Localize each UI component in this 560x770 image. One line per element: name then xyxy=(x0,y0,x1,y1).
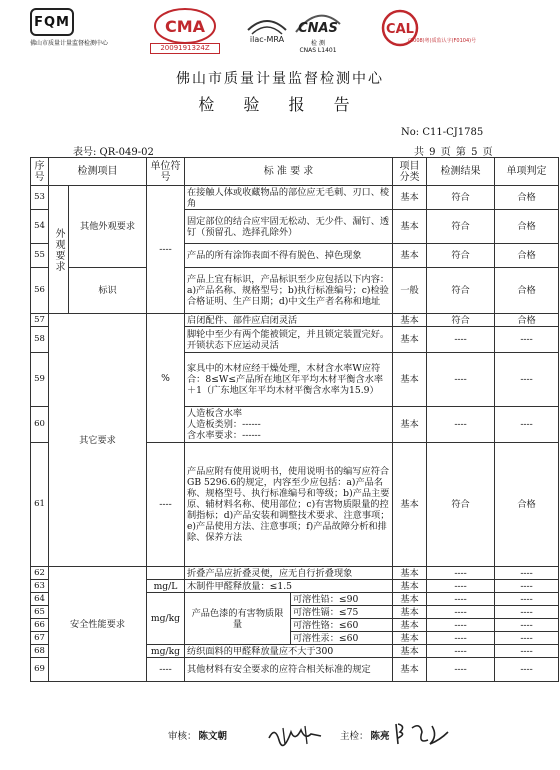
row-category: 基本 xyxy=(393,327,427,353)
row-category: 基本 xyxy=(393,186,427,210)
table-row xyxy=(31,567,559,580)
row-requirement: 产品应附有使用说明书，使用说明书的编写应符合GB 5296.6的规定，内容至少应包括：a)产品名称、规格型号、执行标准编号和等级；b)产品主要原、辅材料名称、使用部位；c)有害物质限量的控制指标；d)产品安装和调整技术要求、注意事项；e)产品使用方法、注意事项；f)产品故障分析和排除、保养方法 xyxy=(185,443,393,567)
row-result: 符合 xyxy=(427,268,495,314)
certification-logos xyxy=(0,6,560,58)
cnas-logo xyxy=(290,6,346,54)
row-category: 一般 xyxy=(393,268,427,314)
row-category: 基本 xyxy=(393,353,427,407)
requirement-line: 人造板类别：------ xyxy=(187,419,261,430)
ilac-mark: ilac-MRA xyxy=(249,35,285,44)
row-category: 基本 xyxy=(393,619,427,632)
col-item: 检测项目 xyxy=(49,158,147,186)
signature-footer xyxy=(0,722,560,752)
row-verdict: ---- xyxy=(495,645,559,658)
cnas-caption-line-1: 检 测 xyxy=(311,40,325,47)
row-result: ---- xyxy=(427,580,495,593)
header-row xyxy=(31,158,559,186)
row-seq: 59 xyxy=(31,353,49,407)
table-row xyxy=(31,314,559,327)
row-category: 基本 xyxy=(393,580,427,593)
unit-percent: % xyxy=(147,314,185,443)
row-verdict: 合格 xyxy=(495,210,559,244)
col-unit: 单位符号 xyxy=(147,158,185,186)
row-seq: 69 xyxy=(31,658,49,682)
document-title: 检 验 报 告 xyxy=(198,95,362,114)
row-seq: 68 xyxy=(31,645,49,658)
unit-empty xyxy=(147,567,185,580)
row-requirement: 可溶性铅：≤90 xyxy=(291,593,393,606)
row-result: ---- xyxy=(427,619,495,632)
row-verdict: ---- xyxy=(495,658,559,682)
row-verdict: ---- xyxy=(495,580,559,593)
row-requirement: 家具中的木材应经干燥处理，木材含水率W应符合：8≤W≤产品所在地区年平均木材平衡含水率＋1（广东地区年平均木材平衡含水率为15.9） xyxy=(185,353,393,407)
row-verdict: ---- xyxy=(495,407,559,443)
unit-mg-per-l: mg/L xyxy=(147,580,185,593)
row-requirement: 可溶性汞：≤60 xyxy=(291,632,393,645)
row-requirement: 在接触人体或收藏物品的部位应无毛刺、刃口、棱角 xyxy=(185,186,393,210)
row-verdict: ---- xyxy=(495,327,559,353)
row-seq: 62 xyxy=(31,567,49,580)
approver xyxy=(168,728,227,742)
row-result: ---- xyxy=(427,645,495,658)
cma-mark: CMA xyxy=(164,17,206,36)
approver-label: 审核： xyxy=(168,731,197,742)
inspection-table xyxy=(30,157,559,682)
row-requirement: 其他材料有安全要求的应符合相关标准的规定 xyxy=(185,658,393,682)
row-category: 基本 xyxy=(393,658,427,682)
row-category: 基本 xyxy=(393,645,427,658)
row-result: ---- xyxy=(427,632,495,645)
row-requirement: 折叠产品应折叠灵便，应无自行折叠现象 xyxy=(185,567,393,580)
row-result: ---- xyxy=(427,658,495,682)
row-seq: 66 xyxy=(31,619,49,632)
chief-inspector-name: 陈亮 xyxy=(370,731,390,742)
row-category: 基本 xyxy=(393,593,427,606)
cnas-emblem-icon xyxy=(290,6,346,40)
col-verdict: 单项判定 xyxy=(495,158,559,186)
row-seq: 55 xyxy=(31,244,49,268)
unit-cell: ---- xyxy=(147,658,185,682)
fqm-logo xyxy=(30,8,109,48)
row-verdict: ---- xyxy=(495,619,559,632)
row-requirement: 脚轮中至少有两个能被锁定，并且锁定装置完好。开锁状态下应运动灵活 xyxy=(185,327,393,353)
requirement-line: 含水率要求：------ xyxy=(187,430,261,441)
col-result: 检测结果 xyxy=(427,158,495,186)
row-requirement: 产品的所有涂饰表面不得有脱色、掉色现象 xyxy=(185,244,393,268)
col-requirement: 标 准 要 求 xyxy=(185,158,393,186)
row-seq: 53 xyxy=(31,186,49,210)
unit-mg-per-kg: mg/kg xyxy=(147,593,185,645)
row-verdict: ---- xyxy=(495,353,559,407)
row-category: 基本 xyxy=(393,632,427,645)
row-requirement: 可溶性镉：≤75 xyxy=(291,606,393,619)
group-other-appearance: 其他外观要求 xyxy=(69,186,147,268)
row-category: 基本 xyxy=(393,244,427,268)
row-seq: 65 xyxy=(31,606,49,619)
row-seq: 61 xyxy=(31,443,49,567)
row-verdict: ---- xyxy=(495,593,559,606)
fqm-caption: 佛山市质量计量监督检测中心 xyxy=(30,40,109,47)
row-result: ---- xyxy=(427,606,495,619)
row-verdict: 合格 xyxy=(495,314,559,327)
group-marking: 标识 xyxy=(69,268,147,314)
row-result: ---- xyxy=(427,593,495,606)
unit-cell: ---- xyxy=(147,186,185,314)
ilac-mra-icon xyxy=(244,10,290,44)
unit-cell: ---- xyxy=(147,443,185,567)
cnas-mark: CNAS xyxy=(298,21,338,36)
cma-logo xyxy=(150,6,220,58)
row-requirement: 产品上宜有标识，产品标识至少应包括以下内容：a)产品名称、规格型号；b)执行标准编号；c)检验合格证明、生产日期；d)中文生产者名称和地址 xyxy=(185,268,393,314)
row-category: 基本 xyxy=(393,210,427,244)
cma-number: 2009191324Z xyxy=(150,43,220,54)
row-seq: 54 xyxy=(31,210,49,244)
row-seq: 57 xyxy=(31,314,49,327)
row-requirement xyxy=(185,407,393,443)
row-seq: 56 xyxy=(31,268,49,314)
row-result: 符合 xyxy=(427,443,495,567)
table-row xyxy=(31,268,559,314)
row-verdict: 合格 xyxy=(495,244,559,268)
row-category: 基本 xyxy=(393,567,427,580)
row-category: 基本 xyxy=(393,407,427,443)
chief-inspector xyxy=(340,728,390,742)
group-safety: 安全性能要求 xyxy=(49,567,147,682)
requirement-line: 人造板含水率 xyxy=(187,408,243,419)
row-verdict: 合格 xyxy=(495,268,559,314)
row-requirement: 固定部位的结合应牢固无松动、无少件、漏钉、透钉（预留孔、选择孔除外） xyxy=(185,210,393,244)
col-category: 项目分类 xyxy=(393,158,427,186)
col-seq: 序号 xyxy=(31,158,49,186)
row-seq: 63 xyxy=(31,580,49,593)
chief-inspector-label: 主检： xyxy=(340,731,369,742)
row-result: ---- xyxy=(427,567,495,580)
row-seq: 60 xyxy=(31,407,49,443)
report-number: No: C11-CJ1785 xyxy=(401,127,484,138)
row-verdict: 合格 xyxy=(495,443,559,567)
row-requirement: 可溶性铬：≤60 xyxy=(291,619,393,632)
row-result: 符合 xyxy=(427,314,495,327)
table-row xyxy=(31,186,559,210)
group-appearance-label: 外观要求 xyxy=(53,227,64,272)
row-requirement: 木制件甲醛释放量：≤1.5 xyxy=(185,580,393,593)
unit-mg-per-kg: mg/kg xyxy=(147,645,185,658)
row-result: ---- xyxy=(427,327,495,353)
approver-name: 陈文朝 xyxy=(198,731,228,742)
row-result: 符合 xyxy=(427,186,495,210)
row-seq: 58 xyxy=(31,327,49,353)
row-result: ---- xyxy=(427,407,495,443)
row-requirement: 纺织面料的甲醛释放量应不大于300 xyxy=(185,645,393,658)
approver-signature-icon xyxy=(265,722,325,748)
row-verdict: ---- xyxy=(495,632,559,645)
row-verdict: ---- xyxy=(495,567,559,580)
row-category: 基本 xyxy=(393,606,427,619)
row-category: 基本 xyxy=(393,314,427,327)
group-coating: 产品色漆的有害物质限量 xyxy=(185,593,291,645)
row-result: 符合 xyxy=(427,244,495,268)
group-other-requirements: 其它要求 xyxy=(49,314,147,567)
row-verdict: ---- xyxy=(495,606,559,619)
cal-logo xyxy=(380,8,477,52)
cal-caption: (2008)粤)质监认字(F0104)号 xyxy=(408,38,477,44)
row-result: ---- xyxy=(427,353,495,407)
cnas-caption-line-2: CNAS L1401 xyxy=(299,47,337,54)
row-verdict: 合格 xyxy=(495,186,559,210)
row-requirement: 启闭配件、部件应启闭灵活 xyxy=(185,314,393,327)
fqm-mark: FQM xyxy=(30,8,74,36)
organization-name: 佛山市质量计量监督检测中心 xyxy=(176,71,384,87)
ilac-logo xyxy=(244,10,290,48)
cnas-caption xyxy=(290,40,346,54)
cal-mark: CAL xyxy=(386,22,414,37)
row-category: 基本 xyxy=(393,443,427,567)
row-seq: 64 xyxy=(31,593,49,606)
chief-inspector-signature-icon xyxy=(392,718,452,748)
page-number: 共 9 页 第 5 页 xyxy=(414,147,494,158)
group-appearance xyxy=(49,186,69,314)
row-seq: 67 xyxy=(31,632,49,645)
row-result: 符合 xyxy=(427,210,495,244)
form-number: 表号: QR-049-02 xyxy=(73,147,154,158)
